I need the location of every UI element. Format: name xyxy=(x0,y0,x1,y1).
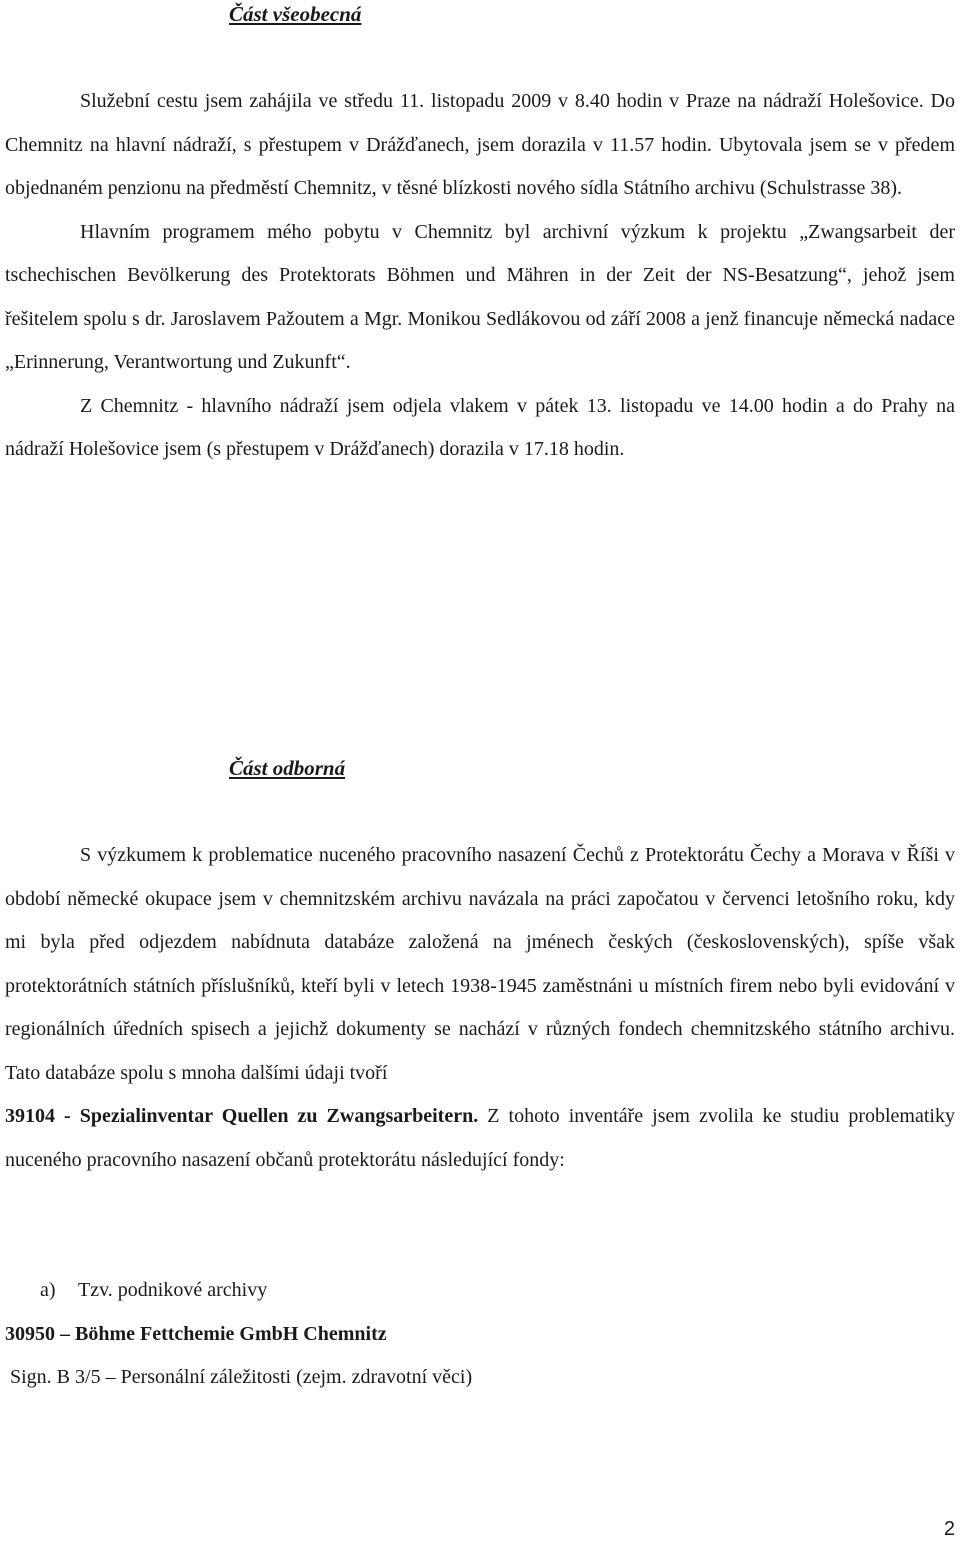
inventory-title: 39104 - Spezialinventar Quellen zu Zwangsarbeitern. xyxy=(5,1105,479,1127)
fond-list xyxy=(5,1269,955,1400)
page-number: 2 xyxy=(943,1518,955,1540)
inventory-description: Z tohoto inventáře jsem zvolila ke studiu problematiky nuceného pracovního nasazení občanů protektorátu následující fondy: xyxy=(5,1105,955,1171)
fond-title: 30950 – Böhme Fettchemie GmbH Chemnitz xyxy=(5,1322,387,1345)
section-title-specialist: Část odborná xyxy=(229,756,346,780)
section-title-general: Část všeobecná xyxy=(229,2,362,26)
paragraph-research-program: Hlavním programem mého pobytu v Chemnitz byl archivní výzkum k projektu „Zwangsarbeit der tschechischen Bevölkerung des Protektorats Böhmen und Mähren in der Zeit der NS-Besatzung“, jehož jsem řešitelem spolu s dr. Jaroslavem Pažoutem a Mgr. Monikou Sedlákovou od září 2008 a jenž financuje německá nadace „Erinnerung, Verantwortung und Zukunft“. xyxy=(5,220,955,373)
specialist-section-body xyxy=(5,834,955,1182)
fond-signature: Sign. B 3/5 – Personální záležitosti (zejm. zdravotní věci) xyxy=(10,1366,473,1388)
paragraph-trip-start: Služební cestu jsem zahájila ve středu 11. listopadu 2009 v 8.40 hodin v Praze na nádraží Holešovice. Do Chemnitz na hlavní nádraží, s přestupem v Drážďanech, jsem dorazila v 11.57 hodin. Ubytovala jsem se v předem objednaném penzionu na předměstí Chemnitz, v těsné blízkosti nového sídla Státního archivu (Schulstrasse 38). xyxy=(5,90,955,199)
general-section-body xyxy=(5,80,955,472)
paragraph-research-summary: S výzkumem k problematice nuceného pracovního nasazení Čechů z Protektorátu Čechy a Morava v Říši v období německé okupace jsem v chemnitzském archivu navázala na práci započatou v červenci letošního roku, kdy mi byla před odjezdem nabídnuta databáze založená na jménech českých (československých), spíše však protektorátních státních příslušníků, kteří byli v letech 1938-1945 zaměstnáni u místních firem nebo byli evidování v regionálních úředních spisech a jejichž dokumenty se nachází v různých fondech chemnitzského státního archivu. Tato databáze spolu s mnoha dalšími údaji tvoří xyxy=(5,844,955,1084)
list-item xyxy=(5,1269,955,1313)
paragraph-inventory xyxy=(5,1095,955,1182)
paragraph-trip-return: Z Chemnitz - hlavního nádraží jsem odjela vlakem v pátek 13. listopadu ve 14.00 hodin a do Prahy na nádraží Holešovice jsem (s přestupem v Drážďanech) dorazila v 17.18 hodin. xyxy=(5,394,955,460)
list-marker: a) xyxy=(40,1279,56,1301)
list-item-label: Tzv. podnikové archivy xyxy=(78,1279,268,1301)
